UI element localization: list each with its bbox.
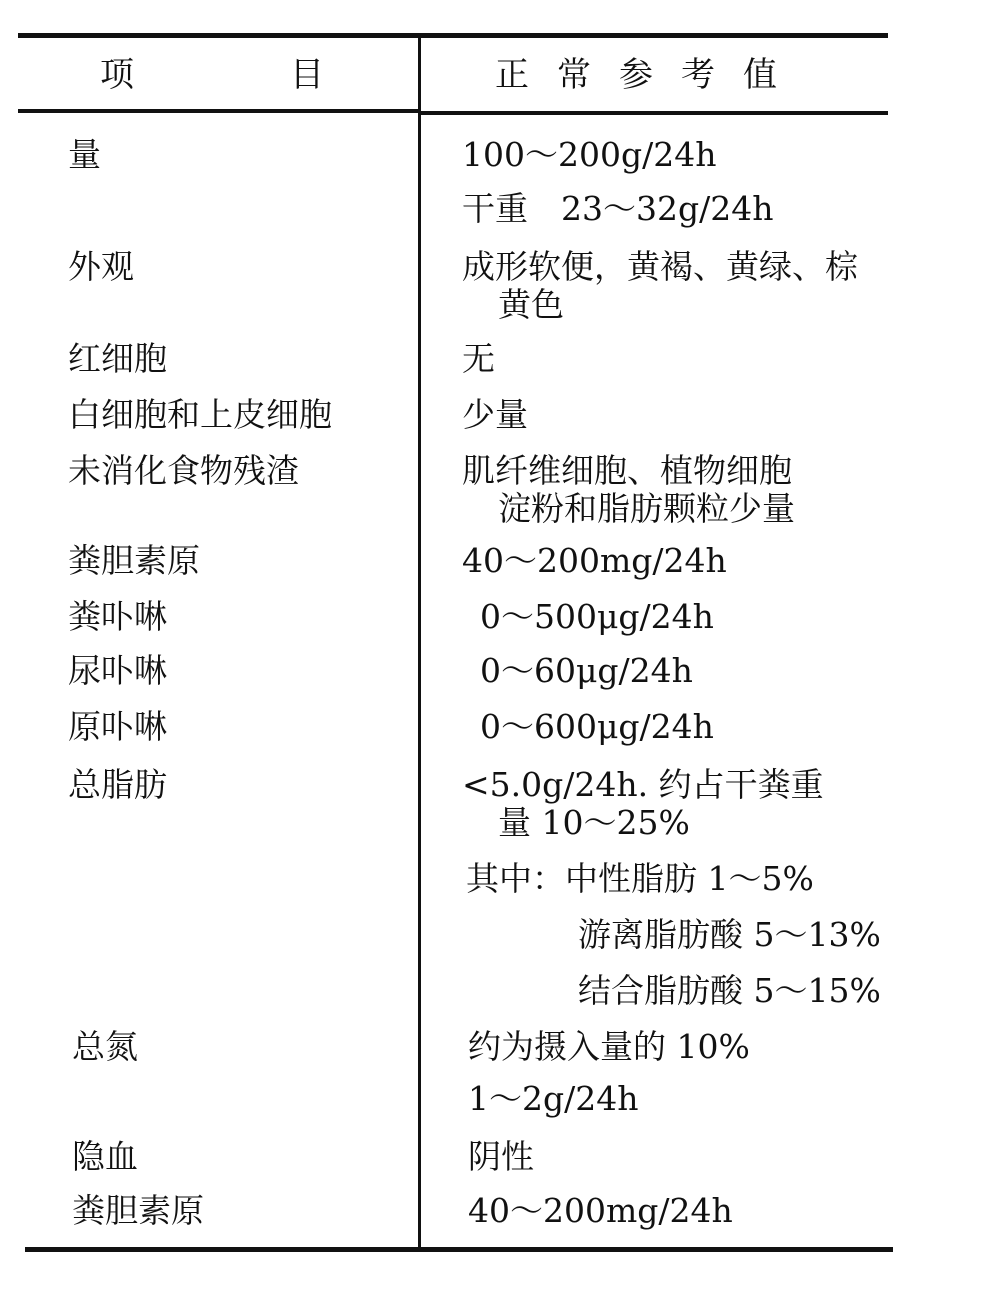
- column-header-item-part1: 项: [100, 55, 134, 95]
- reference-value: 结合脂肪酸 5～15%: [578, 971, 881, 1010]
- reference-value: 游离脂肪酸 5～13%: [578, 915, 881, 954]
- reference-value: 0～60μg/24h: [480, 651, 693, 690]
- item-label: 尿卟啉: [68, 651, 167, 690]
- reference-value-line1: 肌纤维细胞、植物细胞: [462, 451, 792, 490]
- table-top-rule: [18, 33, 888, 38]
- reference-value-line2: 量 10～25%: [498, 803, 690, 842]
- column-header-item-part2: 目: [290, 55, 324, 95]
- reference-value-line2: 黄色: [498, 285, 564, 324]
- item-label: 外观: [68, 247, 134, 286]
- reference-value: 40～200mg/24h: [462, 541, 727, 580]
- item-label: 量: [68, 135, 101, 174]
- item-label: 粪卟啉: [68, 597, 167, 636]
- item-label: 总氮: [72, 1027, 138, 1066]
- reference-value: 1～2g/24h: [468, 1079, 639, 1118]
- reference-value: 无: [462, 339, 495, 378]
- column-divider: [418, 36, 421, 1249]
- table-bottom-rule: [25, 1247, 893, 1252]
- reference-value: 约为摄入量的 10%: [468, 1027, 750, 1066]
- item-label: 隐血: [72, 1137, 138, 1176]
- reference-value: [462, 452, 795, 528]
- reference-value: 100～200g/24h: [462, 135, 717, 174]
- item-label: 未消化食物残渣: [68, 451, 299, 490]
- reference-value: [462, 248, 858, 324]
- reference-value: 少量: [462, 395, 528, 434]
- reference-value: 40～200mg/24h: [468, 1191, 733, 1230]
- reference-value: 0～500μg/24h: [480, 597, 714, 636]
- item-label: 粪胆素原: [68, 541, 200, 580]
- item-label: 白细胞和上皮细胞: [68, 395, 332, 434]
- item-label: 粪胆素原: [72, 1191, 204, 1230]
- item-label: 红细胞: [68, 339, 167, 378]
- reference-value: 阴性: [468, 1137, 534, 1176]
- reference-value-line2: 淀粉和脂肪颗粒少量: [498, 489, 795, 528]
- item-label: 原卟啉: [68, 707, 167, 746]
- reference-value: 其中：中性脂肪 1～5%: [466, 859, 814, 898]
- reference-value: 干重 23～32g/24h: [462, 189, 774, 228]
- column-header-reference-value: 正常参考值: [495, 55, 805, 95]
- item-label: 总脂肪: [68, 765, 167, 804]
- header-bottom-rule-left: [18, 109, 418, 113]
- reference-value: [462, 766, 824, 842]
- reference-value: 0～600μg/24h: [480, 707, 714, 746]
- reference-value-line1: 成形软便，黄褐、黄绿、棕: [462, 247, 858, 286]
- header-bottom-rule-right: [420, 111, 888, 115]
- column-header-item: [100, 50, 330, 100]
- reference-value-line1: <5.0g/24h. 约占干粪重: [462, 765, 824, 804]
